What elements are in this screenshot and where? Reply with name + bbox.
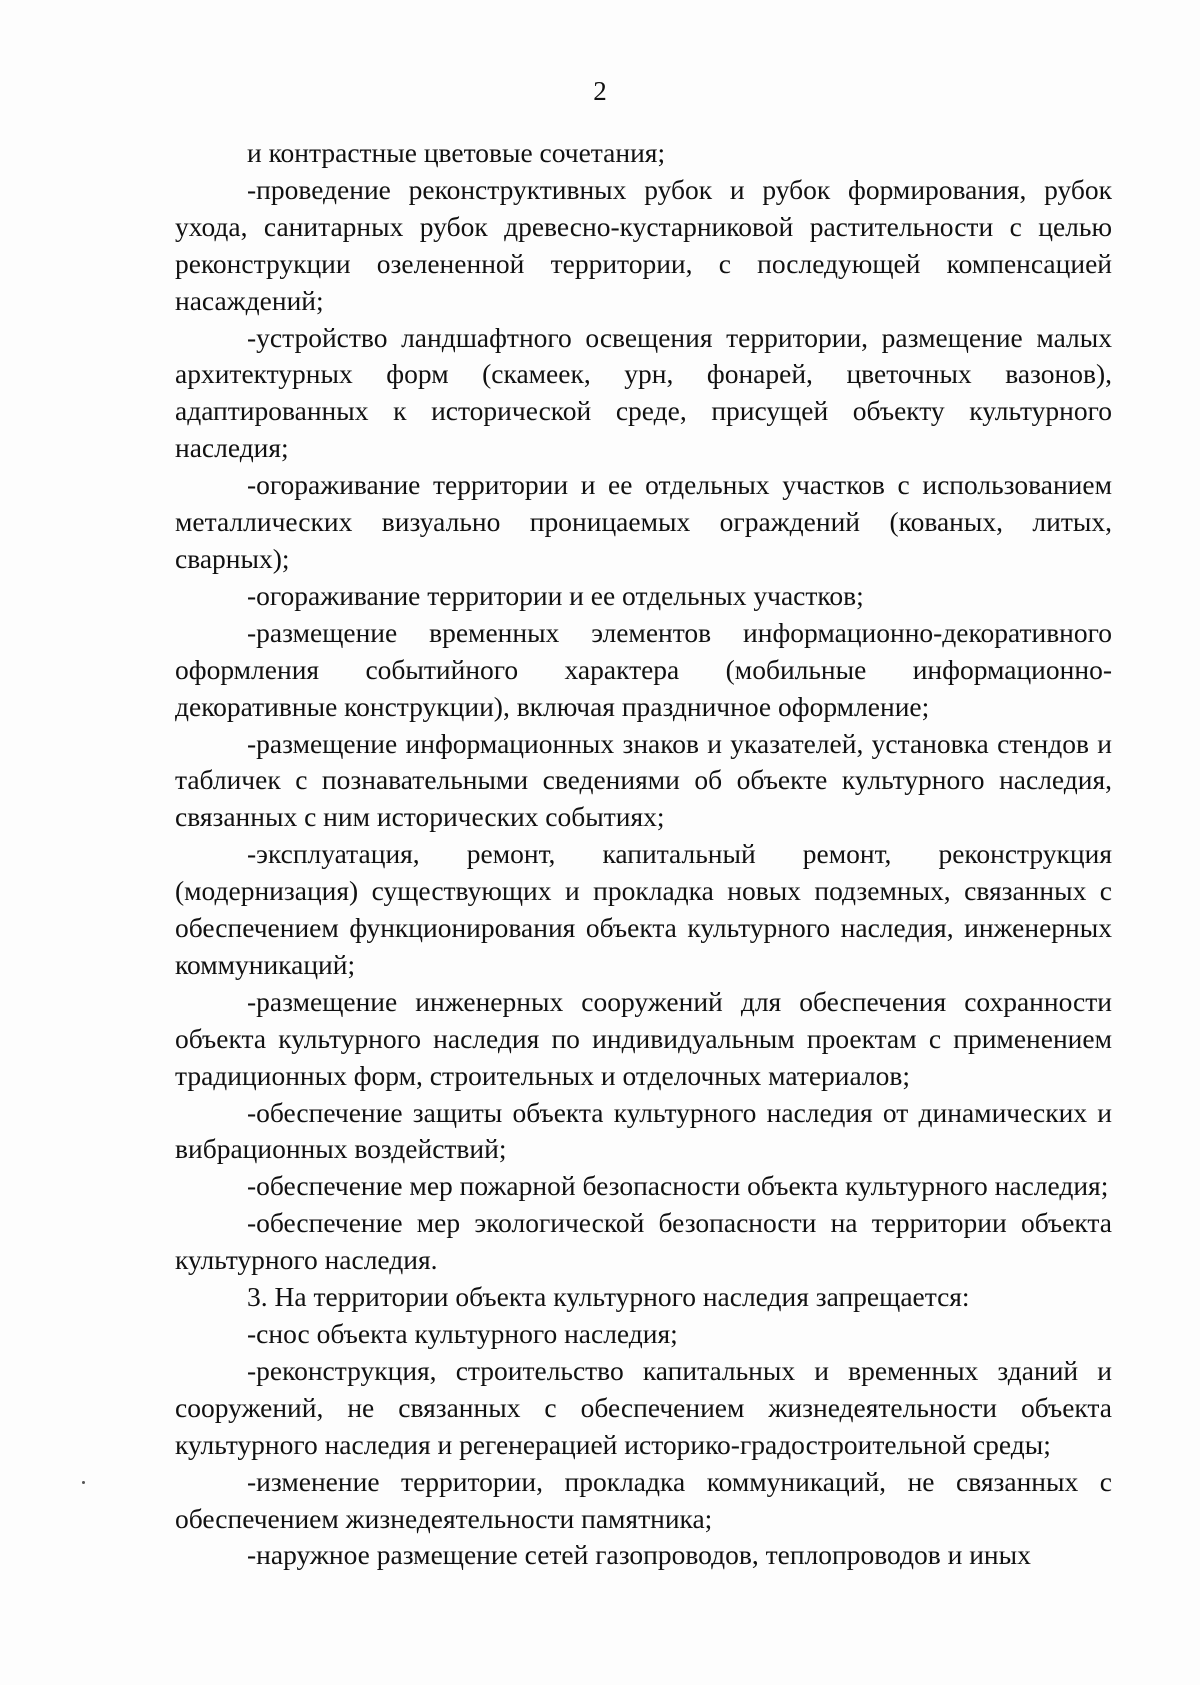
paragraph-15: -реконструкция, строительство капитальных и временных зданий и сооружений, не связанных с обеспечением жизнедеятельности объекта культурного наследия и регенерацией историко-градостроительной среды; xyxy=(175,1354,1112,1460)
document-body xyxy=(175,135,1112,1574)
page-number: 2 xyxy=(593,76,607,106)
paragraph-2: -проведение реконструктивных рубок и рубок формирования, рубок ухода, санитарных рубок древесно-кустарниковой растительности с целью реконструкции озелененной территории, с последующей компенсацией насаждений; xyxy=(175,173,1112,316)
paragraph-10: -обеспечение защиты объекта культурного наследия от динамических и вибрационных воздействий; xyxy=(175,1096,1112,1165)
paragraph-5: -огораживание территории и ее отдельных участков; xyxy=(247,579,864,611)
paragraph-8: -эксплуатация, ремонт, капитальный ремонт, реконструкция (модернизация) существующих и прокладка новых подземных, связанных с обеспечением функционирования объекта культурного наследия, инженерных коммуникаций; xyxy=(175,838,1112,980)
paragraph-17: -наружное размещение сетей газопроводов, теплопроводов и иных xyxy=(247,1539,1031,1571)
paragraph-11: -обеспечение мер пожарной безопасности объекта культурного наследия; xyxy=(247,1170,1109,1202)
paragraph-9: -размещение инженерных сооружений для обеспечения сохранности объекта культурного наследия по индивидуальным проектам с применением традиционных форм, строительных и отделочных материалов; xyxy=(175,985,1112,1091)
paragraph-14: -снос объекта культурного наследия; xyxy=(247,1318,678,1349)
paragraph-3: -устройство ландшафтного освещения территории, размещение малых архитектурных форм (скамеек, урн, фонарей, цветочных вазонов), адаптированных к исторической среде, присущей объекту культурного наследия; xyxy=(175,321,1112,464)
paragraph-13: 3. На территории объекта культурного наследия запрещается: xyxy=(247,1281,970,1313)
paragraph-16: -изменение территории, прокладка коммуникаций, не связанных с обеспечением жизнедеятельности памятника; xyxy=(175,1465,1112,1534)
paragraph-7: -размещение информационных знаков и указателей, установка стендов и табличек с познавательными сведениями об объекте культурного наследия, связанных с ним исторических событиях; xyxy=(175,727,1112,833)
paragraph-12: -обеспечение мер экологической безопасности на территории объекта культурного наследия. xyxy=(175,1207,1112,1276)
paragraph-6: -размещение временных элементов информационно-декоративного оформления событийного характера (мобильные информационно-декоративные конструкции), включая праздничное оформление; xyxy=(175,616,1112,722)
scan-dot-mark xyxy=(82,1481,85,1484)
paragraph-4: -огораживание территории и ее отдельных участков с использованием металлических визуально проницаемых ограждений (кованых, литых, сварных); xyxy=(175,469,1112,574)
paragraph-1: и контрастные цветовые сочетания; xyxy=(247,137,666,168)
